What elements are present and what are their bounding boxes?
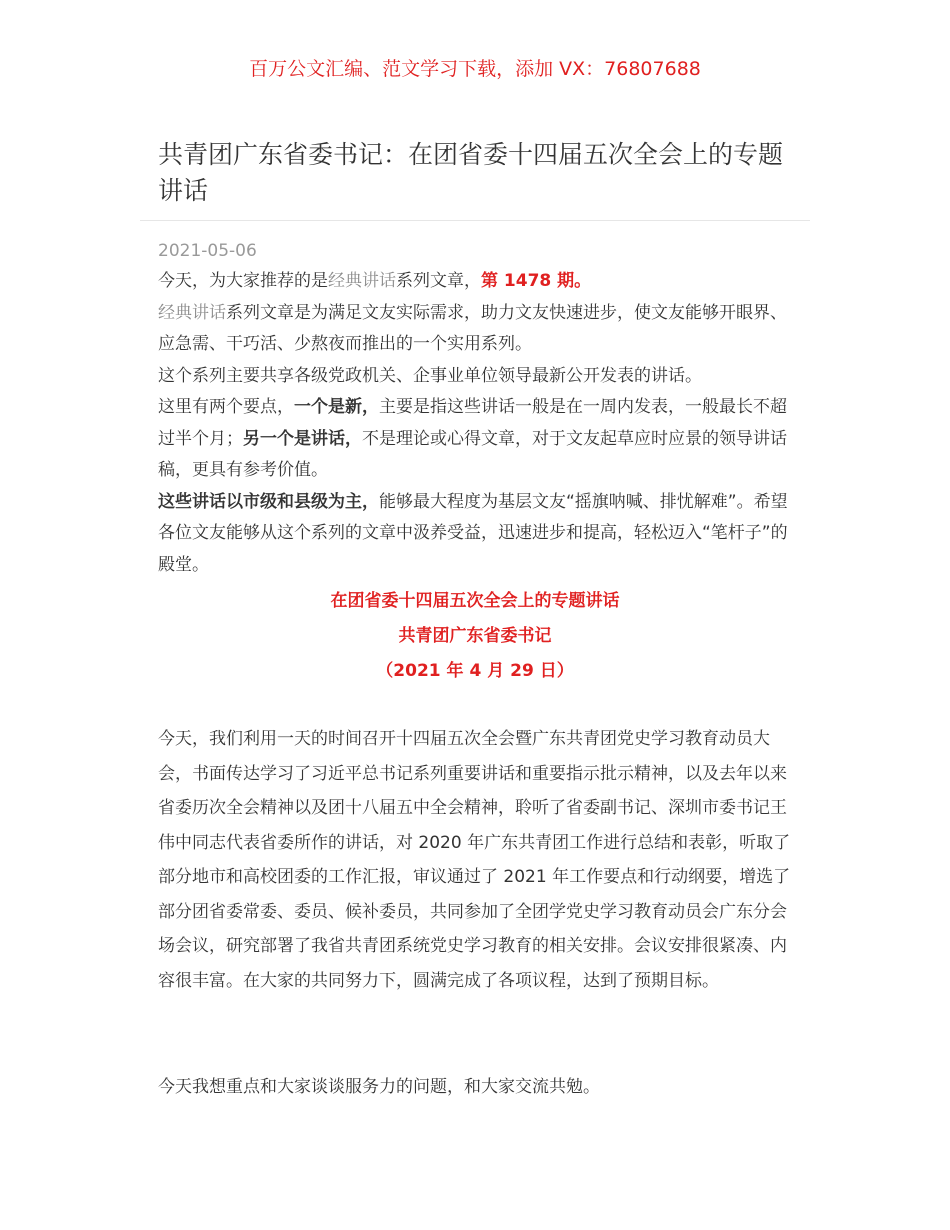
promo-banner: 百万公文汇编、范文学习下载，添加 VX：76807688: [249, 58, 701, 80]
article-date: 2021-05-06: [158, 241, 257, 261]
title-divider: [140, 220, 810, 221]
series-name: 经典讲话: [158, 302, 226, 323]
intro-paragraph-5: [158, 487, 794, 582]
issue-number: 第 1478 期。: [481, 271, 592, 291]
intro-text: 系列文章是为满足文友实际需求，助力文友快速进步，使文友能够开眼界、应急需、干巧活、少熬夜而推出的一个实用系列。: [158, 302, 787, 354]
intro-section: [158, 266, 794, 581]
intro-text: 系列文章，: [396, 271, 481, 291]
key-point-2: 另一个是讲话，: [243, 428, 362, 449]
speech-heading: 在团省委十四届五次全会上的专题讲话: [330, 591, 620, 611]
intro-text: 今天，为大家推荐的是: [158, 271, 328, 291]
intro-paragraph-3: 这个系列主要共享各级党政机关、企事业单位领导最新公开发表的讲话。: [158, 365, 702, 386]
intro-text: 能够最大程度为基层文友“摇旗呐喊、排忧解难”。希望各位文友能够从这个系列的文章中汲养受益，迅速进步和提高，轻松迈入“笔杆子”的殿堂。: [158, 491, 788, 575]
article-title: 共青团广东省委书记：在团省委十四届五次全会上的专题讲话: [158, 140, 784, 205]
speech-paragraph-2: 今天我想重点和大家谈谈服务力的问题，和大家交流共勉。: [158, 1077, 600, 1097]
speech-date: （2021 年 4 月 29 日）: [376, 661, 574, 681]
intro-paragraph-4: [158, 392, 794, 487]
speech-speaker: 共青团广东省委书记: [398, 626, 552, 646]
key-point-3: 这些讲话以市级和县级为主，: [158, 491, 379, 512]
intro-text: 主要是指这些讲话一般是在一周内发表，一般最长不超过半个月；: [158, 397, 787, 449]
intro-text: 不是理论或心得文章，对于文友起草应时应景的领导讲话稿，更具有参考价值。: [158, 428, 787, 480]
intro-text: 这里有两个要点，: [158, 397, 294, 417]
intro-paragraph-1: [158, 266, 794, 298]
speech-paragraph-1: 今天，我们利用一天的时间召开十四届五次全会暨广东共青团党史学习教育动员大会，书面传达学习了习近平总书记系列重要讲话和重要指示批示精神，以及去年以来省委历次全会精神以及团十八届五中全会精神，聆听了省委副书记、深圳市委书记王伟中同志代表省委所作的讲话，对 2020 年广东共青团工作进行总结和表彰，听取了部分地市和高校团委的工作汇报，审议通过了 2021 年工作要点和行动纲要，增选了部分团省委常委、委员、候补委员，共同参加了全团学党史学习教育动员会广东分会场会议，研究部署了我省共青团系统党史学习教育的相关安排。会议安排很紧凑、内容很丰富。在大家的共同努力下，圆满完成了各项议程，达到了预期目标。: [158, 729, 791, 991]
key-point-1: 一个是新，: [294, 397, 379, 417]
intro-paragraph-2: [158, 298, 794, 361]
series-name: 经典讲话: [328, 271, 396, 291]
